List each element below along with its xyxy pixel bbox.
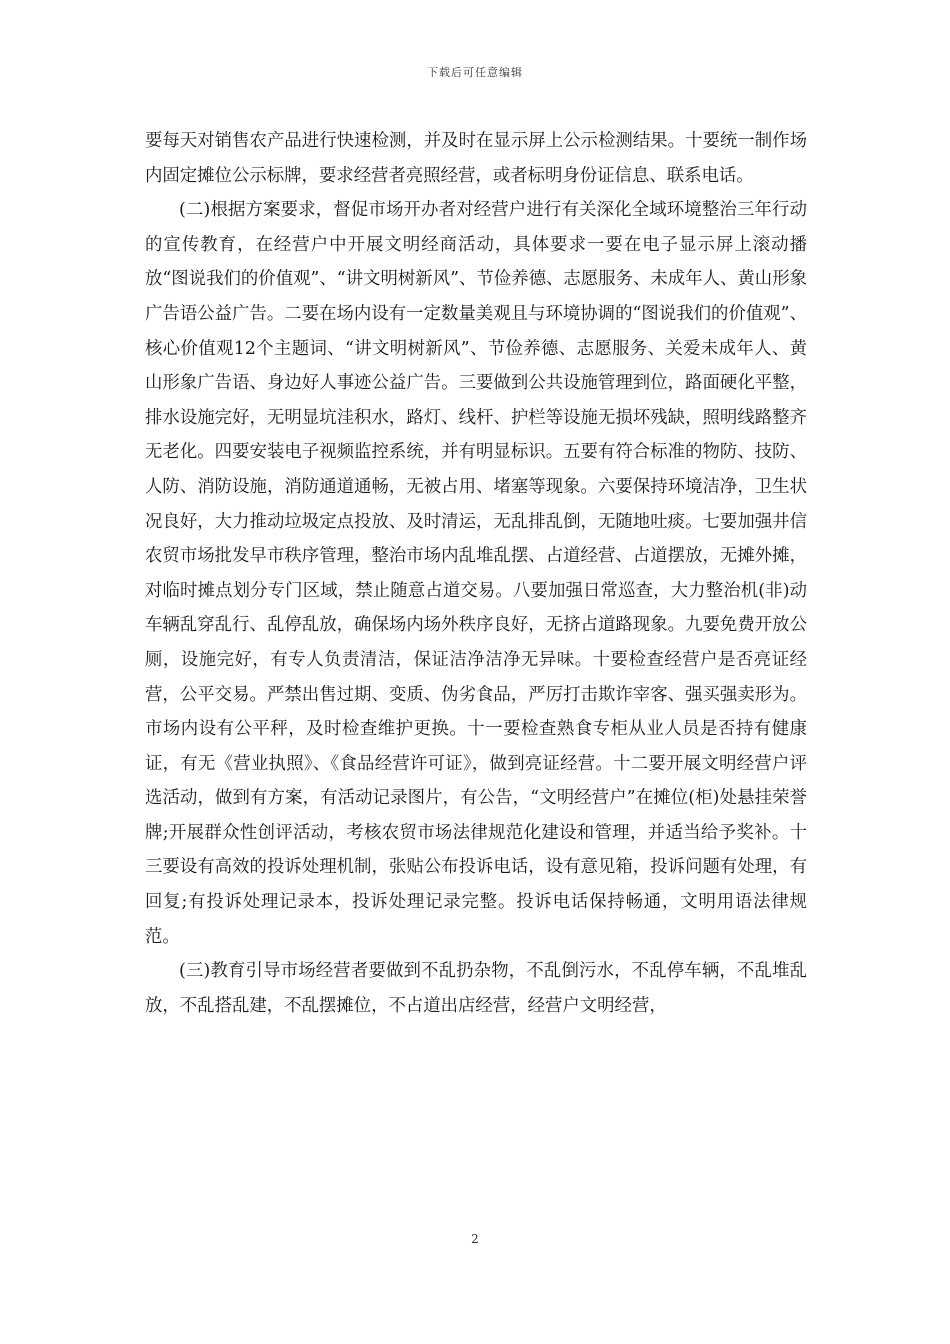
- paragraph-2: (二)根据方案要求，督促市场开办者对经营户进行有关深化全域环境整治三年行动的宣传教育，在经营户中开展文明经商活动，具体要求一要在电子显示屏上滚动播放“图说我们的价值观”、“讲文明树新风”、节俭养德、志愿服务、未成年人、黄山形象广告语公益广告。二要在场内设有一定数量美观且与环境协调的“图说我们的价值观”、核心价值观12个主题词、“讲文明树新风”、节俭养德、志愿服务、关爱未成年人、黄山形象广告语、身边好人事迹公益广告。三要做到公共设施管理到位，路面硬化平整，排水设施完好，无明显坑洼积水，路灯、线杆、护栏等设施无损坏残缺，照明线路整齐无老化。四要安装电子视频监控系统，并有明显标识。五要有符合标准的物防、技防、人防、消防设施，消防通道通畅，无被占用、堵塞等现象。六要保持环境洁净，卫生状况良好，大力推动垃圾定点投放、及时清运，无乱排乱倒，无随地吐痰。七要加强井信农贸市场批发早市秩序管理，整治市场内乱堆乱摆、占道经营、占道摆放，无摊外摊，对临时摊点划分专门区域，禁止随意占道交易。八要加强日常巡查，大力整治机(非)动车辆乱穿乱行、乱停乱放，确保场内场外秩序良好，无挤占道路现象。九要免费开放公厕，设施完好，有专人负责清洁，保证洁净洁净无异味。十要检查经营户是否亮证经营，公平交易。严禁出售过期、变质、伪劣食品，严厉打击欺诈宰客、强买强卖形为。市场内设有公平秤，及时检查维护更换。十一要检查熟食专柜从业人员是否持有健康证，有无《营业执照》、《食品经营许可证》，做到亮证经营。十二要开展文明经营户评选活动，做到有方案，有活动记录图片，有公告，“文明经营户”在摊位(柜)处悬挂荣誉牌;开展群众性创评活动，考核农贸市场法律规范化建设和管理，并适当给予奖补。十三要设有高效的投诉处理机制，张贴公布投诉电话，设有意见箱，投诉问题有处理，有回复;有投诉处理记录本，投诉处理记录完整。投诉电话保持畅通，文明用语法律规范。: [145, 200, 807, 947]
- page-header-note: 下载后可任意编辑: [427, 66, 523, 79]
- paragraph-3: (三)教育引导市场经营者要做到不乱扔杂物，不乱倒污水，不乱停车辆，不乱堆乱放，不乱搭乱建，不乱摆摊位，不占道出店经营，经营户文明经营，: [145, 961, 807, 1016]
- document-body: [145, 124, 807, 1023]
- page-number: 2: [471, 1232, 479, 1246]
- paragraph-1: 要每天对销售农产品进行快速检测，并及时在显示屏上公示检测结果。十要统一制作场内固定摊位公示标牌，要求经营者亮照经营，或者标明身份证信息、联系电话。: [145, 131, 807, 186]
